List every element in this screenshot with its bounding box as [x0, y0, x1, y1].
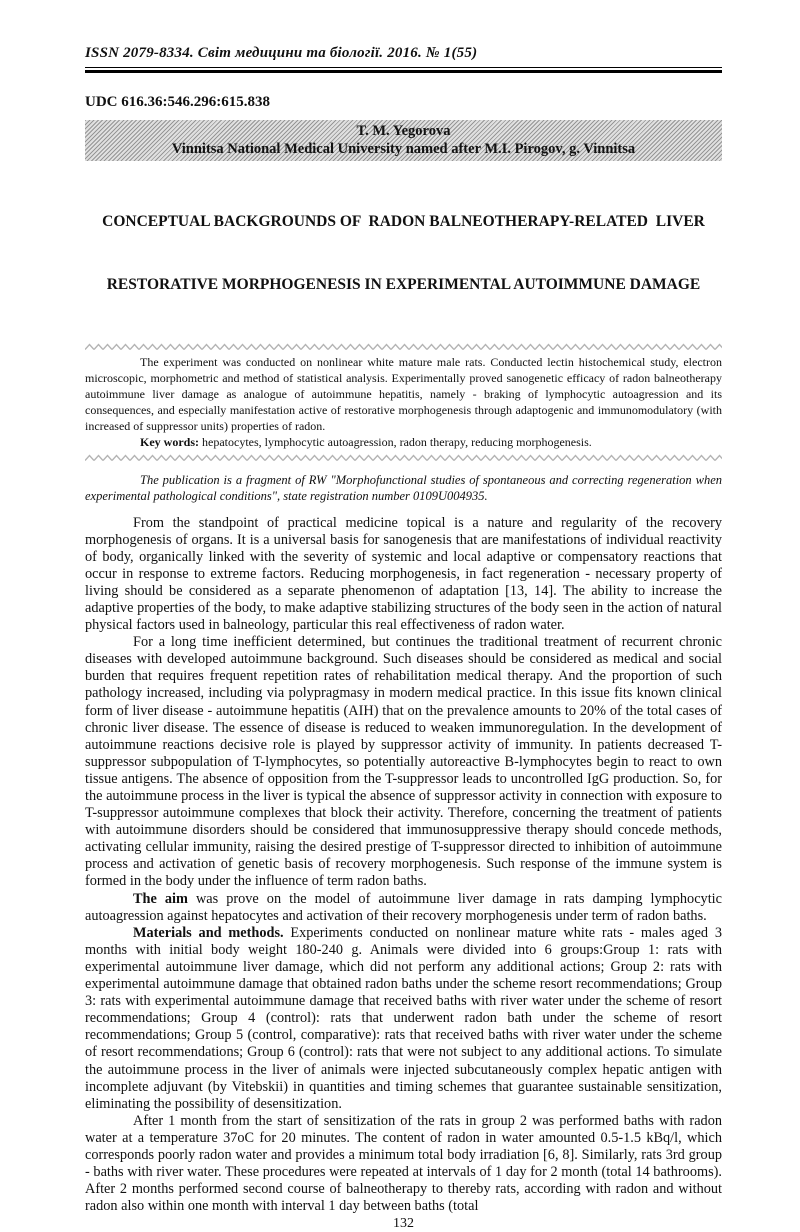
body-paragraph-aim: [85, 891, 722, 925]
journal-issn-header: ISSN 2079-8334. Світ медицини та біології. 2016. № 1(55): [85, 45, 478, 61]
article-body: [85, 515, 722, 1216]
header-rule-thin: [85, 67, 722, 68]
udc-line: UDC 616.36:546.296:615.838: [85, 93, 270, 110]
body-paragraph-methods: [85, 925, 722, 1113]
article-title-line1: CONCEPTUAL BACKGROUNDS OF RADON BALNEOTHERAPY-RELATED LIVER: [102, 212, 705, 230]
author-affiliation: Vinnitsa National Medical University named after M.I. Pirogov, g. Vinnitsa: [171, 140, 636, 157]
keywords-label: Key words:: [140, 434, 199, 449]
article-title-line2: RESTORATIVE MORPHOGENESIS IN EXPERIMENTAL AUTOIMMUNE DAMAGE: [106, 275, 701, 293]
keywords-text: hepatocytes, lymphocytic autoagression, radon therapy, reducing morphogenesis.: [199, 434, 592, 449]
author-name: T. M. Yegorova: [356, 122, 451, 139]
author-block: [85, 120, 722, 161]
zigzag-divider-top: [85, 343, 722, 351]
page-number: 132: [393, 1216, 414, 1232]
keywords-line: [85, 434, 722, 450]
abstract-text: The experiment was conducted on nonlinear white mature male rats. Conducted lectin histochemical study, electron microscopic, morphometric and method of statistical analysis. Experimentally proved sanogenetic efficacy of radon balneotherapy autoimmune liver damage as analogue of autoimmune hepatitis, namely - braking of lymphocytic autoagression and its consequences, and especially manifestation active of restorative morphogenesis through adaptogenic and immunomodulatory (with increased of suppressor units) properties of radon.: [85, 354, 722, 433]
registration-note: The publication is a fragment of RW "Morphofunctional studies of spontaneous and correcting regeneration when experimental pathological conditions", state registration number 0109U004935.: [85, 472, 722, 503]
article-title: [85, 169, 722, 337]
aim-text: was prove on the model of autoimmune liver damage in rats damping lymphocytic autoagression against hepatocytes and activation of their recovery morphogenesis under term of radon baths.: [85, 890, 722, 924]
body-paragraph-background: For a long time inefficient determined, but continues the traditional treatment of recurrent chronic diseases with developed autoimmune background. Such diseases should be considered as medical and social burden that requires frequent repetition rates of rehabilitation medical therapy. And the proportion of such pathology increased, including via polypragmasy in modern medical practice. In this issue fits known clinical form of liver disease - autoimmune hepatitis (AIH) that on the prevalence amounts to 20% of the total cases of chronic liver disease. The essence of disease is reduced to weaken immunoregulation. In the development of autoimmune reactions decisive role is played by suppressor activity of immunity. In patients decreased T-suppressor subpopulation of T-lymphocytes, so potentially autoreactive B-lymphocytes begin to react to own tissue antigens. The absence of opposition from the T-suppressor leads to uncontrolled IgG production. So, for the autoimmune process in the liver is typical the absence of suppressor activity in connection with exposure to T-suppressor autoimmune complexes that block their activity. Therefore, concerning the treatment of patients with autoimmune disorders should be considered that immunosuppressive therapy should concede methods, activating cellular immunity, raising the desired prestige of T-suppressor directed to inhibition of autoimmune process and activation of genetic basis of recovery morphogenesis. Such response of the immune system is formed in the body under the influence of term radon baths.: [85, 634, 722, 890]
body-paragraph-procedure: After 1 month from the start of sensitization of the rats in group 2 was performed baths with radon water at a temperature 37oC for 20 minutes. The content of radon in water amounted 0.5-1.5 kBq/l, which corresponds poorly radon water and provides a minimum total body irradiation [6, 8]. Similarly, rats 3rd group - baths with river water. These procedures were repeated at intervals of 1 day for 2 month (total 14 bathrooms). After 2 months performed second course of balneotherapy to thereby rats, according with radon and without radon also within one month with interval 1 day between baths (total: [85, 1112, 722, 1215]
header-rule-thick: [85, 70, 722, 73]
abstract-section: [85, 354, 722, 450]
methods-text: Experiments conducted on nonlinear mature white rats - males aged 3 months with initial body weight 180-240 g. Animals were divided into 6 groups:Group 1: rats with experimental autoimmune liver damage, which did not perform any additional actions; Group 2: rats with experimental autoimmune damage that obtained radon baths under the scheme resort recommendations; Group 3: rats with experimental autoimmune damage that received baths with river water under the scheme of resort recommendations; Group 4 (control): rats that underwent radon bath under the scheme of resort recommendations; Group 5 (control, comparative): rats that received baths with river water under the scheme of resort recommendations; Group 6 (control): rats that were not subject to any additional actions. To simulate the autoimmune process in the liver of animals were injected subcutaneously complex hepatic antigen with incomplete adjuvant (by Vitebskii) in quantities and timing schemes that guarantee sustainable sensitization, eliminating the possibility of desensitization.: [85, 924, 723, 1112]
aim-label: The aim: [133, 890, 188, 907]
body-paragraph-intro: From the standpoint of practical medicine topical is a nature and regularity of the recovery morphogenesis of organs. It is a universal basis for sanogenesis that are manifestations of individual reactivity of body, organically linked with the severity of systemic and local adaptive or compensatory reactions that occur in response to extreme factors. Reducing morphogenesis, in fact regeneration - necessary property of living should be considered as a separate phenomenon of adaptation [13, 14]. The ability to increase the adaptive properties of the body, to make adaptive stabilizing structures of the body seen in the action of natural physical factors used in balneology, particular this real effectiveness of radon water.: [85, 514, 722, 634]
methods-label: Materials and methods.: [133, 924, 284, 941]
zigzag-divider-bottom: [85, 454, 722, 462]
